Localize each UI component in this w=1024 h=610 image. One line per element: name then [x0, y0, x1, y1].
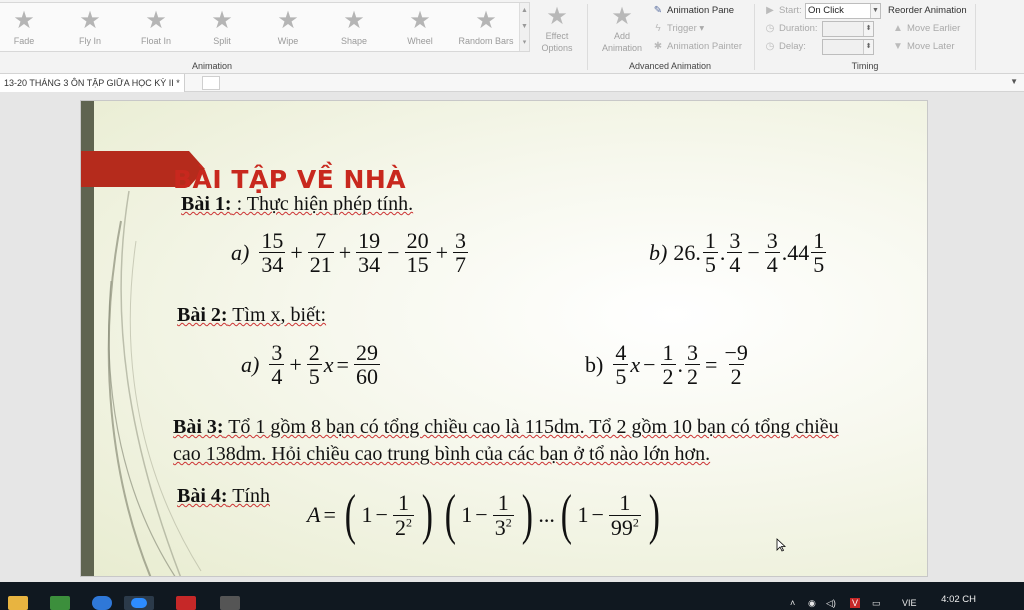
keyboard-icon[interactable]: ▭: [872, 598, 881, 608]
fraction: $\frac{7}{21}$: [309, 228, 332, 278]
spinner-icon[interactable]: ⬍: [863, 40, 873, 54]
move-later-button[interactable]: ▼ Move Later: [892, 39, 955, 55]
star-icon: ★: [343, 7, 365, 34]
fraction: $\frac{3}{4}$: [271, 340, 283, 390]
effect-float-in[interactable]: ★ Float In: [123, 7, 189, 51]
chevron-down-icon[interactable]: ▼: [521, 23, 528, 30]
duration-input[interactable]: [822, 21, 874, 37]
fraction: $\frac{3}{4}$: [729, 228, 741, 278]
variable: x: [630, 351, 641, 377]
bai2-b-label: b): [585, 351, 604, 377]
animation-gallery: [0, 2, 530, 52]
bai2-a-expression[interactable]: [241, 341, 382, 388]
fraction: $\frac{29}{60}$: [355, 340, 378, 390]
operator: +: [289, 351, 302, 377]
bai1-heading[interactable]: [181, 193, 413, 216]
fraction: $\frac{3}{7}$: [455, 228, 467, 278]
trigger-button[interactable]: ϟ Trigger ▾: [652, 21, 704, 37]
effect-shape[interactable]: ★ Shape: [321, 7, 387, 51]
number: 26.: [673, 239, 701, 265]
divider: [587, 4, 588, 70]
star-icon: ★: [13, 7, 35, 34]
effect-fly-in[interactable]: ★ Fly In: [57, 7, 123, 51]
duration-label: ◷ Duration:: [764, 21, 818, 37]
bai4-label: Bài 4:: [177, 485, 228, 507]
zalo-icon[interactable]: [92, 596, 112, 610]
fraction: $\frac{15}{34}$: [261, 228, 284, 278]
fraction: $\frac{4}{5}$: [615, 340, 627, 390]
delay-input[interactable]: [822, 39, 874, 55]
fraction: $\frac{1}{5}$: [813, 228, 825, 278]
fraction: $\frac{3}{4}$: [766, 228, 778, 278]
fraction: $\frac{3}{2}$: [687, 340, 699, 390]
animation-group-label: Animation: [191, 61, 233, 71]
variable: A: [307, 502, 321, 527]
start-select[interactable]: On Click ▼: [805, 3, 881, 19]
chevron-down-icon[interactable]: ▼: [1010, 77, 1018, 86]
fraction: $\frac{1}{99^2}$: [610, 490, 639, 540]
taskbar: [0, 582, 1024, 610]
advanced-animation-group-label: Advanced Animation: [628, 61, 712, 71]
add-animation-button[interactable]: ★ Add Animation: [594, 4, 650, 54]
bai1-b-expression[interactable]: b) 26. $\frac{1}{5}$ . $\frac{3}{4}$ − $\frac{3}{4}$ .44 $\frac{1}{5}$: [649, 228, 825, 278]
operator: +: [435, 239, 449, 265]
fraction: $\frac{1}{2^2}$: [394, 490, 412, 540]
effect-wipe[interactable]: ★ Wipe: [255, 7, 321, 51]
lightning-icon: ϟ: [655, 23, 661, 34]
operator: −: [643, 351, 656, 377]
document-tab[interactable]: 13-20 THÁNG 3 ÔN TẬP GIỮA HỌC KỲ II *: [0, 74, 185, 92]
fraction: $\frac{20}{15}$: [406, 228, 429, 278]
ellipsis: ...: [538, 502, 555, 527]
play-icon: ▶: [766, 5, 774, 16]
editing-canvas: [0, 92, 1024, 582]
slide[interactable]: [80, 100, 928, 577]
fraction: $\frac{1}{5}$: [704, 228, 716, 278]
calculator-icon[interactable]: [220, 596, 240, 610]
operator: +: [290, 239, 303, 265]
bai2-text: Tìm x, biết:: [227, 304, 327, 326]
chevron-up-icon[interactable]: ▲: [521, 7, 528, 14]
operator: =: [323, 502, 336, 527]
file-explorer-icon[interactable]: [8, 596, 28, 610]
fraction: $\frac{1}{2}$: [662, 340, 674, 390]
bai2-b-expression[interactable]: b) $\frac{4}{5}$ x − $\frac{1}{2}$ . $\frac{3}{2}$ = $\frac{-9}{2}$: [585, 340, 748, 390]
bai1-b-label: b): [649, 239, 668, 265]
zoom-app-icon[interactable]: [124, 596, 154, 610]
operator: =: [705, 351, 718, 377]
fraction: $\frac{2}{5}$: [308, 340, 320, 390]
bai4-expression[interactable]: A = ( 1 − $\frac{1}{2^2}$ ) ( 1 − $\frac{1}{3^2}$ ) ... ( 1 − $\frac{1}{99^2}$ ): [307, 484, 660, 546]
variable: x: [323, 351, 334, 377]
gallery-more-icon[interactable]: ▾: [522, 39, 527, 46]
clock[interactable]: 4:02 CH: [941, 594, 976, 605]
excel-icon[interactable]: [50, 596, 70, 610]
bai1-a-expression[interactable]: [231, 229, 470, 276]
app-icon[interactable]: [176, 596, 196, 610]
star-icon: ★: [211, 7, 233, 34]
delay-label: ◷ Delay:: [764, 39, 806, 55]
new-tab-button[interactable]: [202, 76, 220, 90]
operator: −: [387, 239, 400, 265]
bai1-text: : Thực hiện phép tính.: [231, 193, 414, 215]
fraction: $\frac{19}{34}$: [358, 228, 381, 278]
bai1-a-label: a): [231, 239, 250, 265]
chevron-up-icon[interactable]: ˄: [790, 598, 796, 608]
animation-pane-button[interactable]: ✎ Animation Pane: [652, 3, 734, 19]
mouse-cursor-icon: [776, 538, 786, 552]
reorder-animation-label: Reorder Animation: [888, 5, 967, 16]
animation-pane-icon: ✎: [653, 5, 663, 16]
triangle-up-icon: ▲: [893, 23, 903, 34]
operator: =: [336, 351, 349, 377]
document-tab-bar: [0, 74, 1024, 92]
star-icon: ★: [145, 7, 167, 34]
start-label: ▶ Start:: [764, 3, 802, 19]
star-icon: ★: [79, 7, 101, 34]
slide-title[interactable]: BÀI TẬP VỀ NHÀ: [173, 165, 407, 194]
bai4-text: Tính: [227, 485, 270, 507]
star-icon: ★: [277, 7, 299, 34]
divider: [975, 4, 976, 70]
bai4-heading[interactable]: [177, 485, 270, 508]
effect-wheel[interactable]: ★ Wheel: [387, 7, 453, 51]
network-icon[interactable]: ◉: [808, 598, 816, 608]
animation-painter-button[interactable]: ✱ Animation Painter: [652, 39, 742, 55]
triangle-down-icon: ▼: [893, 41, 903, 52]
divider: [754, 4, 755, 70]
fraction: $\frac{1}{3^2}$: [494, 490, 512, 540]
bai3-line-1[interactable]: [173, 416, 839, 439]
bai3-label: Bài 3:: [173, 416, 224, 438]
painter-icon: ✱: [653, 41, 663, 52]
effect-split[interactable]: ★ Split: [189, 7, 255, 51]
chevron-down-icon[interactable]: ▼: [870, 4, 880, 18]
star-icon: ★: [475, 7, 497, 34]
ribbon: [0, 0, 1024, 74]
bai2-heading[interactable]: [177, 304, 326, 327]
effect-random-bars[interactable]: ★ Random Bars: [453, 7, 519, 51]
antivirus-icon[interactable]: V: [852, 598, 859, 608]
star-icon: ★: [546, 3, 568, 30]
bai2-a-label: a): [241, 351, 260, 377]
bai3-text: Tổ 1 gồm 8 bạn có tổng chiều cao là 115dm. Tổ 2 gồm 10 bạn có tổng chiều: [223, 416, 839, 438]
operator: +: [338, 239, 352, 265]
star-icon: ★: [409, 7, 431, 34]
timing-group-label: Timing: [851, 61, 879, 71]
clock-icon: ◷: [765, 41, 775, 52]
gallery-scroll[interactable]: [519, 3, 529, 51]
effect-options-button[interactable]: ★ Effect Options: [534, 4, 580, 54]
bai1-label: Bài 1:: [181, 193, 232, 215]
spinner-icon[interactable]: ⬍: [863, 22, 873, 36]
bai3-line-2[interactable]: cao 138dm. Hỏi chiều cao trung bình của các bạn ở tổ nào lớn hơn.: [173, 443, 711, 465]
add-animation-icon: ★: [611, 3, 633, 30]
number: .44: [781, 239, 810, 265]
clock-icon: ◷: [765, 23, 775, 34]
language-indicator[interactable]: VIE: [902, 598, 917, 608]
operator: −: [747, 239, 760, 265]
effect-fade[interactable]: ★ Fade: [0, 7, 57, 51]
move-earlier-button[interactable]: ▲ Move Earlier: [892, 21, 960, 37]
bai2-label: Bài 2:: [177, 304, 228, 326]
fraction: $\frac{-9}{2}$: [724, 340, 748, 390]
volume-icon[interactable]: ◁): [826, 598, 836, 608]
